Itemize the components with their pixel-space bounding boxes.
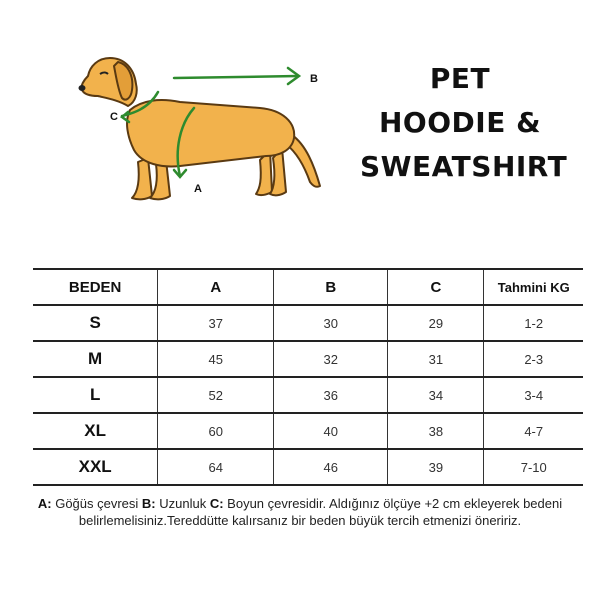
value-b-cell: 36 <box>274 377 388 413</box>
size-cell: S <box>33 305 158 341</box>
header-beden: BEDEN <box>33 269 158 305</box>
value-a-cell: 64 <box>158 449 274 485</box>
value-c-cell: 38 <box>388 413 484 449</box>
arrow-b-length <box>174 76 298 78</box>
note-c-key: C: <box>209 496 224 511</box>
value-c-cell: 29 <box>388 305 484 341</box>
measurement-note <box>20 495 580 529</box>
value-b-cell: 46 <box>274 449 388 485</box>
kg-cell: 2-3 <box>484 341 583 377</box>
dog-body <box>127 100 294 166</box>
value-a-cell: 37 <box>158 305 274 341</box>
note-b-text: Uzunluk <box>155 496 210 511</box>
note-a-text: Göğüs çevresi <box>51 496 142 511</box>
header-b: B <box>274 269 388 305</box>
value-a-cell: 52 <box>158 377 274 413</box>
note-c-text: Boyun çevresidir. Aldığınız ölçüye +2 cm ekleyerek bedeni belirlemelisiniz.Tereddütte kalırsanız bir beden büyük tercih etmenizi öneririz. <box>78 496 563 528</box>
label-a: A <box>194 183 202 195</box>
kg-cell: 7-10 <box>484 449 583 485</box>
title-line-2: HOODIE & <box>379 106 541 139</box>
label-b: B <box>310 73 318 85</box>
table-row <box>33 413 583 449</box>
kg-cell: 4-7 <box>484 413 583 449</box>
header-c: C <box>388 269 484 305</box>
kg-cell: 1-2 <box>484 305 583 341</box>
dog-nose <box>79 85 86 91</box>
size-cell: XL <box>33 413 158 449</box>
size-chart-table <box>33 268 583 486</box>
note-a-key: A: <box>37 496 52 511</box>
title-line-3: SWEATSHIRT <box>360 150 568 183</box>
size-cell: L <box>33 377 158 413</box>
table-header-row <box>33 269 583 305</box>
size-cell: XXL <box>33 449 158 485</box>
value-b-cell: 40 <box>274 413 388 449</box>
value-a-cell: 60 <box>158 413 274 449</box>
value-b-cell: 32 <box>274 341 388 377</box>
value-b-cell: 30 <box>274 305 388 341</box>
note-b-key: B: <box>141 496 156 511</box>
table-row <box>33 377 583 413</box>
header-a: A <box>158 269 274 305</box>
label-c: C <box>110 111 118 123</box>
value-c-cell: 34 <box>388 377 484 413</box>
header-tahmini-kg: Tahmini KG <box>484 269 583 305</box>
dachshund-illustration <box>70 40 350 215</box>
value-c-cell: 31 <box>388 341 484 377</box>
value-a-cell: 45 <box>158 341 274 377</box>
size-cell: M <box>33 341 158 377</box>
value-c-cell: 39 <box>388 449 484 485</box>
table-row <box>33 305 583 341</box>
kg-cell: 3-4 <box>484 377 583 413</box>
dog-front-leg <box>132 158 152 199</box>
title-line-1: PET <box>429 62 491 95</box>
table-row <box>33 449 583 485</box>
table-row <box>33 341 583 377</box>
